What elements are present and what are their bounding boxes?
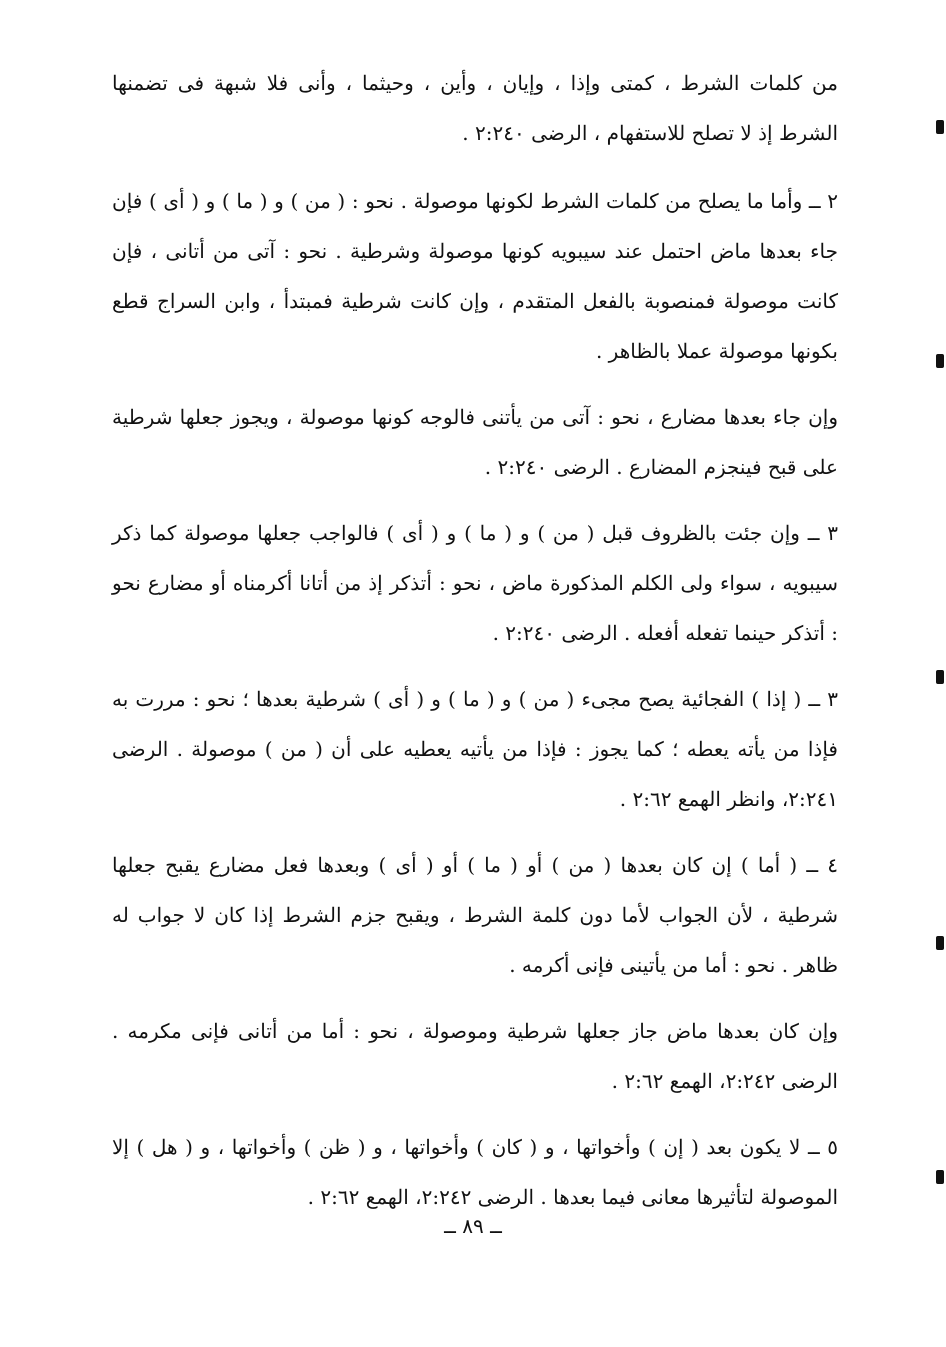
paragraph-8: ٥ ــ لا يكون بعد ( إن ) وأخواتها ، و ( كان ) وأخواتها ، و ( ظن ) وأخواتها ، و ( هل ) إلا الموصولة لتأثيرها معانى فيما بعدها . الرضى ٢:٢٤٢، الهمع ٢:٦٢ . [112, 1135, 838, 1209]
paragraph-1: من كلمات الشرط ، كمتى وإذا ، وإيان ، وأين ، وحيثما ، وأنى فلا شبهة فى تضمنها الشرط إذ لا تصلح للاستفهام ، الرضى ٢:٢٤٠ . [112, 71, 838, 145]
paragraph-6: ٤ ــ ( أما ) إن كان بعدها ( من ) أو ( ما ) أو ( أى ) وبعدها فعل مضارع يقبح جعلها شرطية ، لأن الجواب لأما دون كلمة الشرط ، ويقبح جزم الشرط إذا كان لا جواب له ظاهر . نحو : أما من يأتينى فإنى أكرمه . [112, 853, 838, 977]
scan-edge-mark [936, 1170, 944, 1184]
page-body [112, 58, 838, 1238]
scan-edge-mark [936, 670, 944, 684]
paragraph-3: وإن جاء بعدها مضارع ، نحو : آتى من يأتنى فالوجه كونها موصولة ، ويجوز جعلها شرطية على قبح فينجزم المضارع . الرضى ٢:٢٤٠ . [112, 405, 838, 479]
paragraph-2: ٢ ــ وأما ما يصلح من كلمات الشرط لكونها موصولة . نحو : ( من ) و ( ما ) و ( أى ) فإن جاء بعدها ماض احتمل عند سيبويه كونها موصولة وشرطية . نحو : آتى من أتانى ، فإن كانت موصولة فمنصوبة بالفعل المتقدم ، وإن كانت شرطية فمبتدأ ، وابن السراج قطع بكونها موصولة عملا بالظاهر . [112, 189, 838, 363]
page-number: ــ ٨٩ ــ [444, 1214, 502, 1238]
scan-edge-mark [936, 936, 944, 950]
scan-edge-mark [936, 354, 944, 368]
scan-edge-mark [936, 120, 944, 134]
paragraph-7: وإن كان بعدها ماض جاز جعلها شرطية وموصولة ، نحو : أما من أتانى فإنى مكرمه . الرضى ٢:٢٤٢، الهمع ٢:٦٢ . [112, 1019, 838, 1093]
paragraph-4: ٣ ــ وإن جئت بالظروف قبل ( من ) و ( ما ) و ( أى ) فالواجب جعلها موصولة كما ذكر سيبويه ، سواء ولى الكلم المذكورة ماض ، نحو : أتذكر إذ من أتانا أكرمناه أو مضارع نحو : أتذكر حينما تفعله أفعله . الرضى ٢:٢٤٠ . [112, 521, 838, 645]
paragraph-5: ٣ ــ ( إذا ) الفجائية يصح مجىء ( من ) و ( ما ) و ( أى ) شرطية بعدها ؛ نحو : مررت به فإذا من يأته يعطه ؛ كما يجوز : فإذا من يأتيه يعطيه على أن ( من ) موصولة . الرضى ٢:٢٤١، وانظر الهمع ٢:٦٢ . [112, 687, 838, 811]
